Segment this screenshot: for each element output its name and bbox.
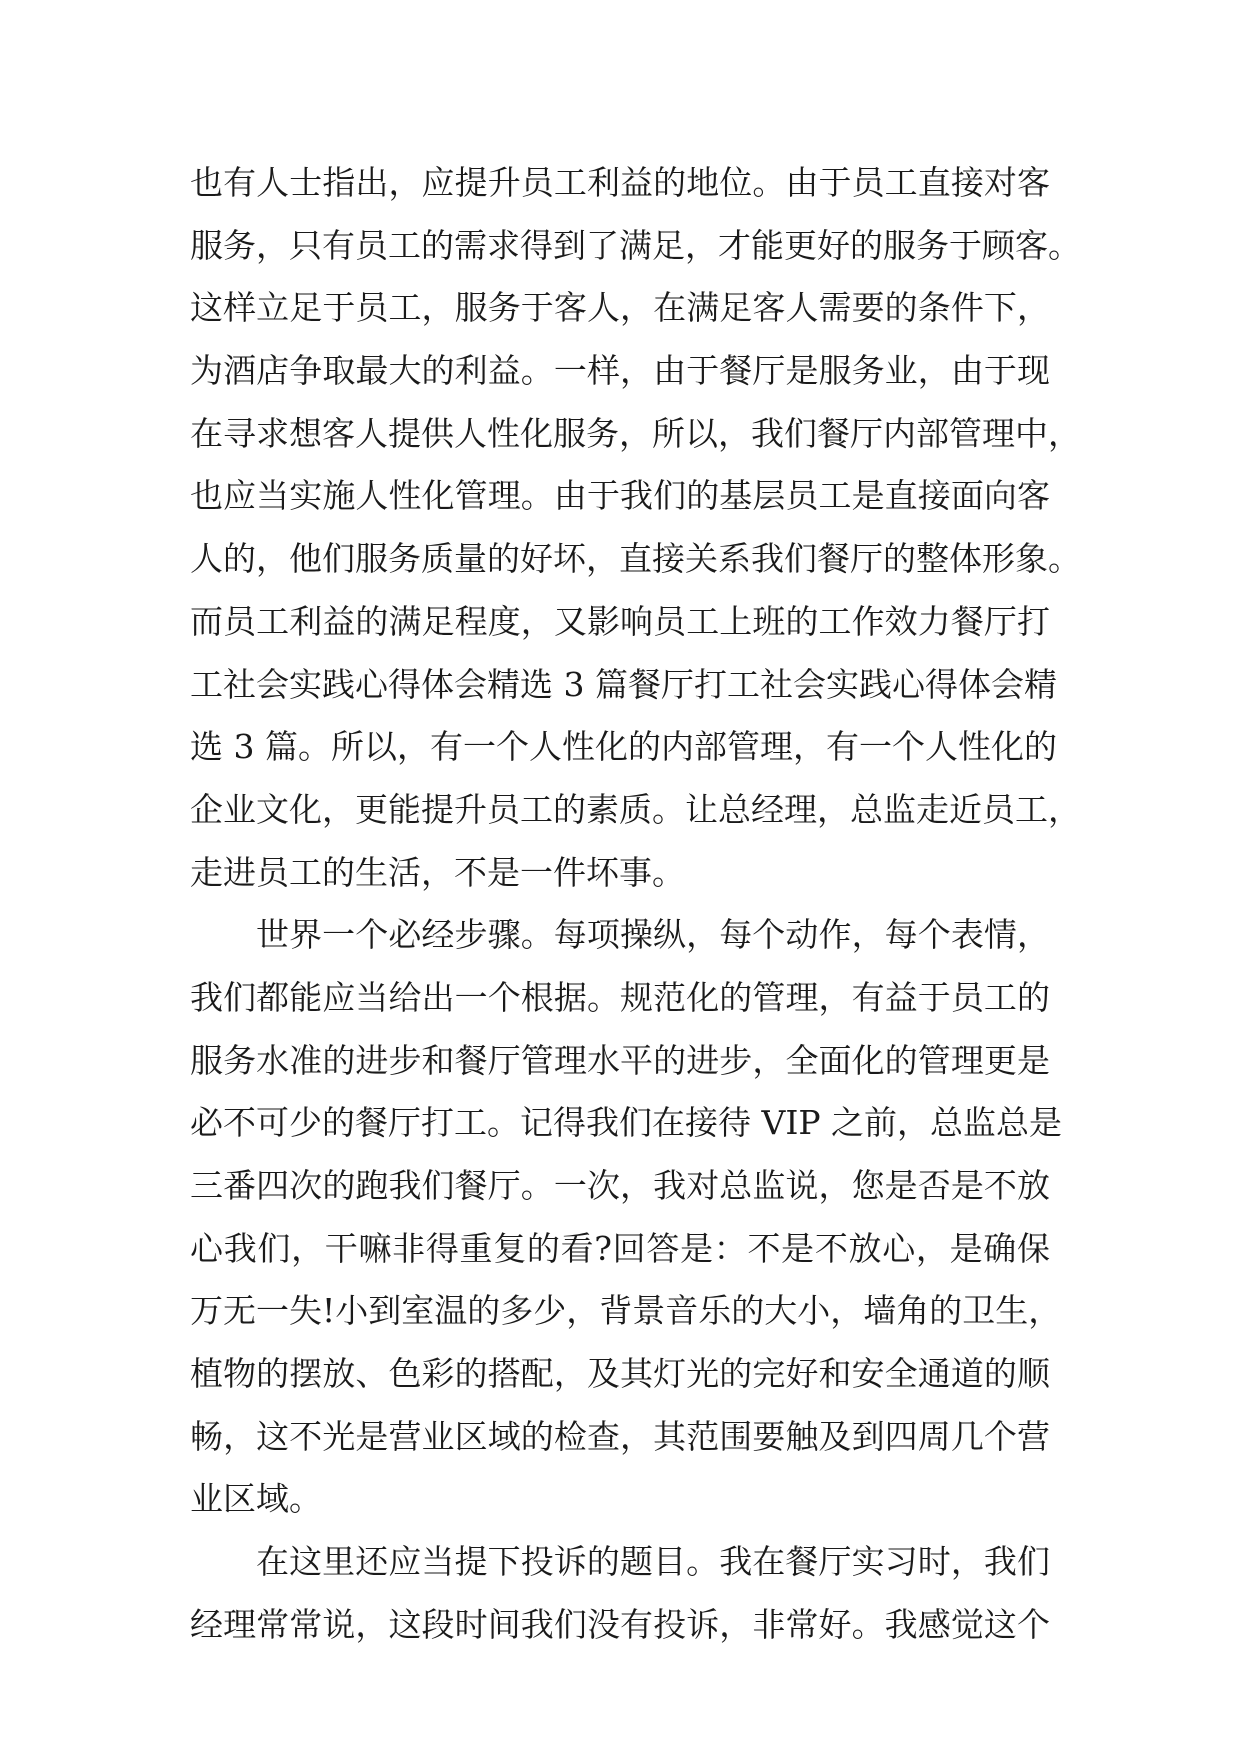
text-line: 人的，他们服务质量的好坏，直接关系我们餐厅的整体形象。 [190, 539, 1081, 579]
text-line: 而员工利益的满足程度，又影响员工上班的工作效力餐厅打 [190, 601, 1050, 641]
text-line: 也有人士指出，应提升员工利益的地位。由于员工直接对客 [190, 163, 1050, 202]
text-line: 也应当实施人性化管理。由于我们的基层员工是直接面向客 [190, 476, 1050, 516]
text-line: 服务水准的进步和餐厅管理水平的进步，全面化的管理更是 [190, 1040, 1050, 1080]
text-line: 在寻求想客人提供人性化服务，所以，我们餐厅内部管理中， [190, 413, 1081, 453]
paragraph-3 [190, 1531, 1050, 1656]
text-line: 三番四次的跑我们餐厅。一次，我对总监说，您是否是不放 [190, 1166, 1050, 1205]
text-line: 畅，这不光是营业区域的检查，其范围要触及到四周几个营 [190, 1416, 1050, 1456]
text-line: 工社会实践心得体会精选 3 篇餐厅打工社会实践心得体会精 [190, 664, 1057, 704]
text-line: 企业文化，更能提升员工的素质。让总经理，总监走近员工， [190, 789, 1081, 829]
document-body [190, 152, 1081, 1657]
text-line: 我们都能应当给出一个根据。规范化的管理，有益于员工的 [190, 977, 1050, 1017]
text-line: 心我们，干嘛非得重复的看?回答是：不是不放心，是确保 [190, 1228, 1050, 1268]
text-line: 万无一失!小到室温的多少，背景音乐的大小，墙角的卫生， [190, 1291, 1062, 1331]
paragraph-2 [190, 904, 1063, 1531]
text-line: 世界一个必经步骤。每项操纵，每个动作，每个表情， [256, 915, 1050, 955]
text-line: 业区域。 [190, 1479, 322, 1519]
text-line: 必不可少的餐厅打工。记得我们在接待 VIP 之前，总监总是 [190, 1103, 1063, 1143]
text-line: 走进员工的生活，不是一件坏事。 [190, 852, 685, 892]
text-line: 经理常常说，这段时间我们没有投诉，非常好。我感觉这个 [190, 1604, 1050, 1644]
text-line: 选 3 篇。所以，有一个人性化的内部管理，有一个人性化的 [190, 727, 1057, 767]
text-line: 为酒店争取最大的利益。一样，由于餐厅是服务业，由于现 [190, 351, 1050, 391]
text-line: 植物的摆放、色彩的搭配，及其灯光的完好和安全通道的顺 [190, 1354, 1050, 1394]
text-line: 服务，只有员工的需求得到了满足，才能更好的服务于顾客。 [190, 225, 1081, 265]
text-line: 这样立足于员工，服务于客人，在满足客人需要的条件下， [190, 288, 1050, 328]
text-line: 在这里还应当提下投诉的题目。我在餐厅实习时，我们 [256, 1542, 1050, 1582]
paragraph-1 [190, 152, 1081, 904]
